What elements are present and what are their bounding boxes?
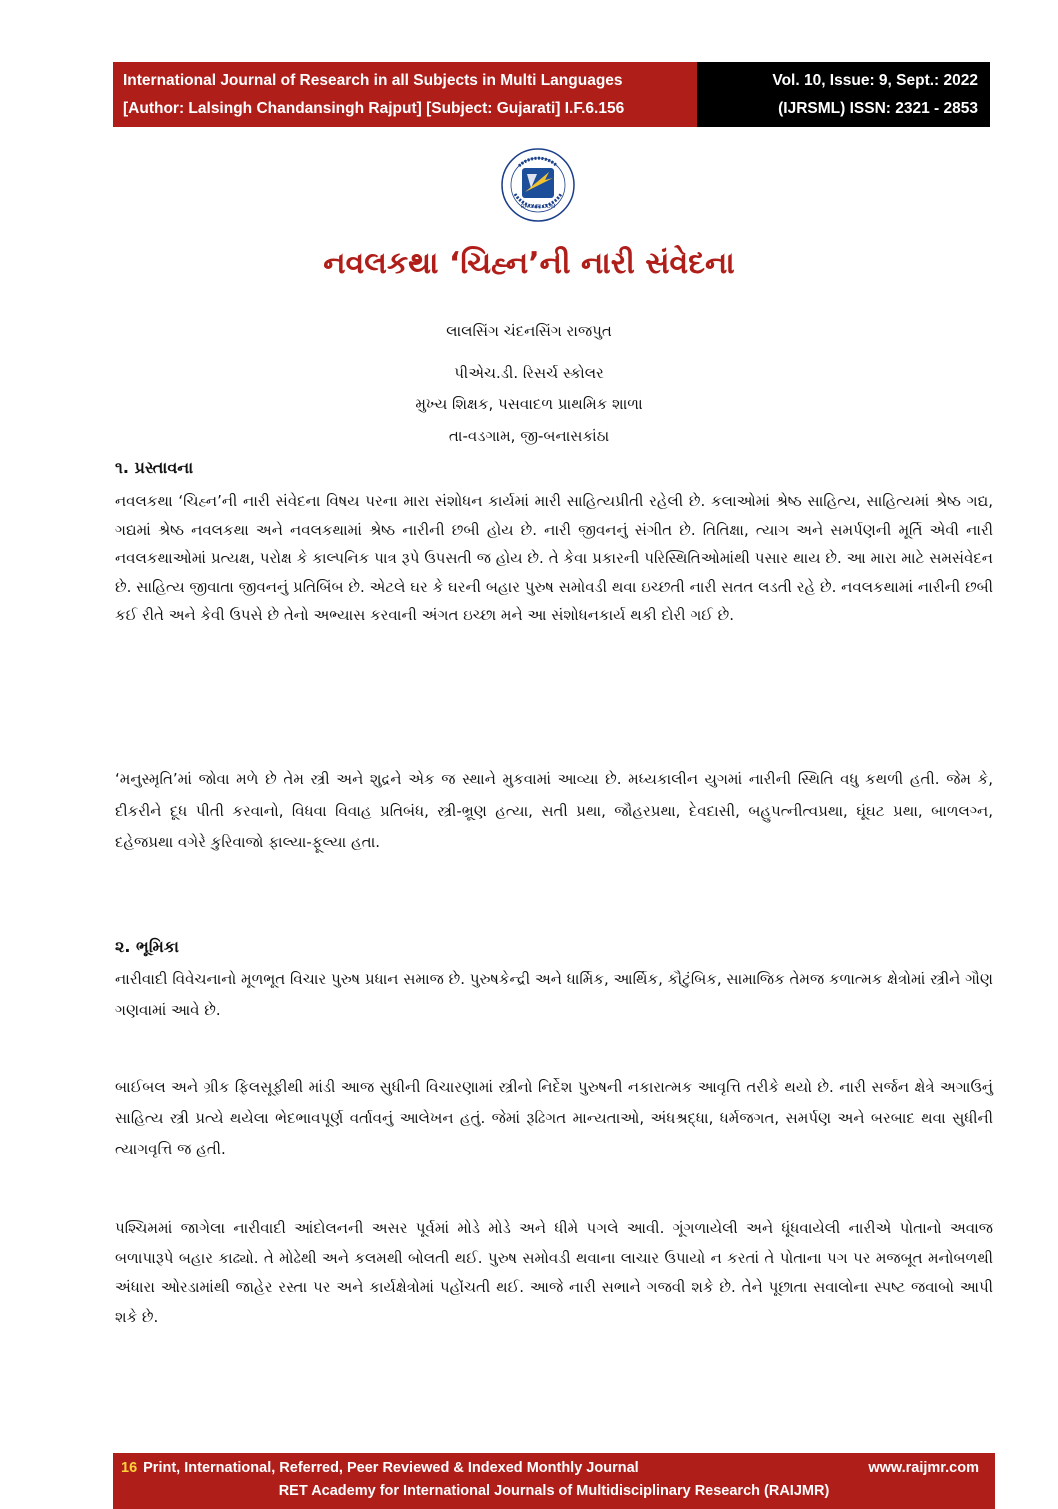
paragraph: પશ્ચિમમાં જાગેલા નારીવાદી આંદોલનની અસર પૂર્વમાં મોડે મોડે અને ધીમે પગલે આવી. ગૂંગળાયેલી અને ધૂંધવાયેલી નારીએ પોતાનો અવાજ બળાપારૂપે બહાર કાઢ્યો. તે મોઢેથી અને કલમથી બોલતી થઈ. પુરુષ સમોવડી થવાના લાચાર ઉપાયો ન કરતાં તે પોતાના પગ પર મજબૂત મનોબળથી અંધારા ઓરડામાંથી જાહેર રસ્તા પર અને કાર્યક્ષેત્રોમાં પહોંચતી થઈ. આજે નારી સભાને ગજવી શકે છે. તેને પૂછાતા સવાલોના સ્પષ્ટ જવાબો આપી શકે છે. xyxy=(115,1219,993,1326)
journal-name: International Journal of Research in all Subjects in Multi Languages xyxy=(123,72,623,89)
paragraph: નવલકથા ‘ચિહ્ન’ની નારી સંવેદના વિષય પરના મારા સંશોધન કાર્યમાં મારી સાહિત્યપ્રીતી રહેલી છે. કલાઓમાં શ્રેષ્ઠ સાહિત્ય, સાહિત્યમાં શ્રેષ્ઠ ગદ્ય, ગદ્યમાં શ્રેષ્ઠ નવલકથા અને નવલકથામાં શ્રેષ્ઠ નારીની છબી હોય છે. નારી જીવનનું સંગીત છે. તિતિક્ષા, ત્યાગ અને સમર્પણની મૂર્તિ એવી નારી નવલકથાઓમાં પ્રત્યક્ષ, પરોક્ષ કે કાલ્પનિક પાત્ર રૂપે ઉપસતી જ હોય છે. તે કેવા પ્રકારની પરિસ્થિતિઓમાંથી પસાર થાય છે. આ મારા માટે સમસંવેદન છે. સાહિત્ય જીવાતા જીવનનું પ્રતિબિંબ છે. એટલે ઘર કે ઘરની બહાર પુરુષ સમોવડી થવા ઇચ્છતી નારી સતત લડતી રહે છે. નવલકથામાં નારીની છબી કઈ રીતે અને કેવી ઉપસે છે તેનો અભ્યાસ કરવાની અંગત ઇચ્છા મને આ સંશોધનકાર્ય થકી દોરી ગઈ છે. xyxy=(115,492,993,625)
footer-url[interactable]: www.raijmr.com xyxy=(868,1460,979,1476)
journal-footer xyxy=(113,1453,995,1509)
volume-info-banner xyxy=(697,62,990,127)
author-affiliation-1: પીએચ.ડી. રિસર્ચ સ્કોલર xyxy=(454,364,604,382)
svg-text:RAIJMR.COM: RAIJMR.COM xyxy=(520,204,556,210)
page-number: 16 xyxy=(121,1460,138,1476)
author-subject-line: [Author: Lalsingh Chandansingh Rajput] [Subject: Gujarati] I.F.6.156 xyxy=(123,100,625,117)
section-heading-background: ૨. ભૂમિકા xyxy=(115,937,179,956)
article-title: નવલકથા ‘ચિહ્ન’ની નારી સંવેદના xyxy=(323,246,735,281)
volume-issue: Vol. 10, Issue: 9, Sept.: 2022 xyxy=(772,72,978,89)
paragraph: બાઈબલ અને ગ્રીક ફિલસૂફીથી માંડી આજ સુધીની વિચારણામાં સ્ત્રીનો નિર્દેશ પુરુષની નકારાત્મક આવૃત્તિ તરીકે થયો છે. નારી સર્જન ક્ષેત્રે અગાઉનું સાહિત્ય સ્ત્રી પ્રત્યે થયેલા ભેદભાવપૂર્ણ વર્તાવનું આલેખન હતું. જેમાં રૂઢિગત માન્યતાઓ, અંધશ્રદ્ધા, ધર્મજગત, સમર્પણ અને બરબાદ થવા સુધીની ત્યાગવૃત્તિ જ હતી. xyxy=(115,1078,993,1158)
section-heading-introduction: ૧. પ્રસ્તાવના xyxy=(115,458,194,477)
author-affiliation-2: મુખ્ય શિક્ષક, પસવાદળ પ્રાથમિક શાળા xyxy=(415,395,643,413)
footer-line-2: RET Academy for International Journals of Multidisciplinary Research (RAIJMR) xyxy=(278,1483,830,1499)
paragraph: ‘મનુસ્મૃતિ’માં જોવા મળે છે તેમ સ્ત્રી અને શુદ્રને એક જ સ્થાને મુકવામાં આવ્યા છે. મધ્યકાલીન યુગમાં નારીની સ્થિતિ વધુ કથળી હતી. જેમ કે, દીકરીને દૂધ પીતી કરવાનો, વિધવા વિવાહ પ્રતિબંધ, સ્ત્રી-ભ્રૂણ હત્યા, સતી પ્રથા, જૌહરપ્રથા, દેવદાસી, બહુપત્નીત્વપ્રથા, ઘૂંઘટ પ્રથા, બાળલગ્ન, દહેજપ્રથા વગેરે કુરિવાજો ફાલ્યા-ફૂલ્યા હતા. xyxy=(115,770,993,851)
raijmr-logo xyxy=(501,148,575,222)
issn: (IJRSML) ISSN: 2321 - 2853 xyxy=(778,100,978,117)
footer-journal-type: Print, International, Referred, Peer Reviewed & Indexed Monthly Journal xyxy=(143,1460,639,1476)
paragraph: નારીવાદી વિવેચનાનો મૂળભૂત વિચાર પુરુષ પ્રધાન સમાજ છે. પુરુષકેન્દ્રી અને ધાર્મિક, આર્થિક, કૌટુંબિક, સામાજિક તેમજ કળાત્મક ક્ષેત્રોમાં સ્ત્રીને ગૌણ ગણવામાં આવે છે. xyxy=(115,970,993,1019)
author-name: લાલસિંગ ચંદનસિંગ રાજપુત xyxy=(446,322,612,340)
author-affiliation-3: તા-વડગામ, જી-બનાસકાંઠા xyxy=(448,427,610,445)
journal-header xyxy=(113,62,990,127)
footer-line-1 xyxy=(121,1460,639,1476)
journal-info-banner xyxy=(113,62,697,127)
